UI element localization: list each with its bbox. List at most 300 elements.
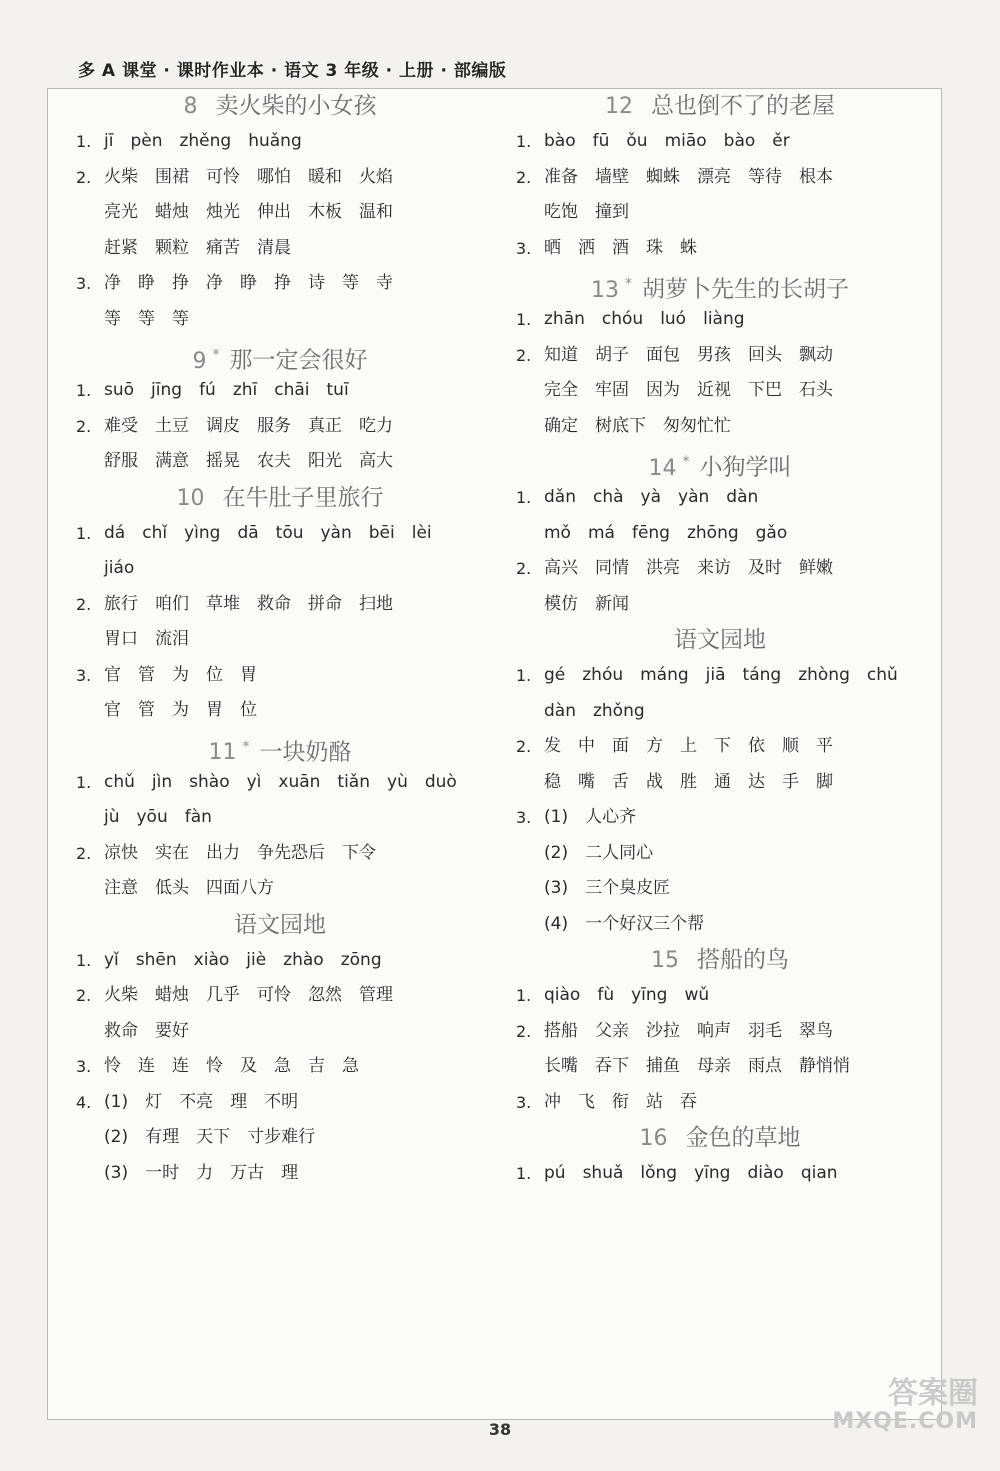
answer-word: 真正 [308,415,342,436]
answer-line [544,587,930,623]
answer-word: 官 [104,700,121,720]
answer-word: tiǎn [337,771,371,792]
answer-item [70,765,490,836]
answer-word: 诗 [308,273,325,293]
answer-line [104,373,490,409]
answer-word: 连 [172,1056,189,1076]
answer-item [70,1085,490,1192]
answer-line [104,1014,490,1050]
answer-word: 四面八方 [206,878,274,898]
answer-word: chǐ [142,522,168,543]
answer-line [544,124,930,160]
answer-word: yàn [320,522,352,543]
item-index: 2. [516,737,532,756]
answer-word: 匆匆忙忙 [663,415,731,436]
answer-word: 流泪 [155,629,189,649]
answer-word: 高大 [359,451,393,471]
answer-line [104,231,490,267]
answer-word: 净 [206,273,223,293]
answer-word: 力 [196,1162,214,1183]
section-title [70,337,490,373]
answer-word: 农夫 [257,451,291,471]
answer-word: 服务 [257,415,291,436]
answer-word: diào [747,1163,784,1183]
answer-item [70,160,490,267]
answer-line [104,765,490,801]
answer-word: (2) [544,842,569,863]
item-index: 2. [76,416,92,436]
answer-word: 伸出 [257,202,291,222]
answer-item [510,302,930,338]
answer-word: 回头 [748,344,782,365]
answer-word: zhōng [686,522,739,543]
answer-line [104,978,490,1014]
lesson-number: 12 [605,94,633,119]
answer-line [104,622,490,658]
item-index: 1. [516,986,532,1005]
section-title [70,907,490,943]
answer-line [544,907,930,943]
item-index: 1. [76,772,92,792]
answer-word: 模仿 [544,593,578,614]
answer-line [544,694,930,730]
lesson-title: 在牛肚子里旅行 [222,484,384,511]
answer-word: 睁 [240,273,257,293]
answer-word: 嘴 [578,771,595,792]
answer-word: 等 [172,308,189,329]
answer-word: 胃 [206,700,223,720]
answer-word: 吉 [308,1056,325,1076]
answer-word: yù [387,771,408,792]
answer-word: 阳光 [308,451,342,471]
section-title [510,266,930,302]
answer-word: 站 [646,1091,663,1112]
answer-line [104,266,490,302]
answer-word: 酒 [612,237,629,258]
answer-word: gé [544,665,566,685]
lesson-number: 8 [183,94,198,119]
section-title [510,88,930,124]
answer-word: 低头 [155,878,189,898]
answer-word: 完全 [544,380,578,400]
answer-line [104,1085,490,1121]
answer-word: 来访 [697,558,731,578]
answer-word: 面包 [646,344,680,365]
answer-word: 知道 [544,344,578,365]
answer-word: fēng [631,522,670,543]
answer-word: luó [660,309,687,329]
answer-word: 挣 [172,273,189,293]
answer-word: gǎo [755,522,788,543]
answer-line [104,587,490,623]
answer-word: 蜘蛛 [646,166,680,187]
answer-word: chà [592,487,624,507]
answer-word: 痛苦 [206,237,240,258]
answer-line [104,871,490,907]
answer-word: huǎng [248,131,302,151]
answer-word: jìn [151,771,173,792]
answer-word: chǔ [866,665,898,685]
answer-word: 吞下 [595,1056,629,1076]
answer-word: fàn [184,807,212,827]
answer-word: 洒 [578,237,595,258]
answer-word: 羽毛 [748,1020,782,1041]
watermark-line1: 答案圈 [888,1376,978,1411]
item-index: 3. [516,1092,532,1112]
answer-word: 下巴 [748,380,782,400]
answer-item [70,836,490,907]
answer-line [544,1085,930,1121]
answer-word: 一个好汉三个帮 [585,913,705,934]
answer-word: 舌 [612,771,629,792]
answer-word: 静悄悄 [799,1056,850,1076]
answer-word: 及时 [748,558,782,578]
answer-word: shào [189,771,230,792]
answer-word: 睁 [138,273,155,293]
item-index: 3. [76,665,92,685]
answer-word: 颗粒 [155,237,189,258]
answer-word: 理 [230,1091,248,1112]
answer-item [70,587,490,658]
lesson-title: 语文园地 [674,627,766,653]
answer-word: bào [723,131,756,151]
answer-word: lǒng [640,1163,678,1183]
answer-word: 寺 [376,273,393,293]
answer-word: 等 [104,308,121,329]
watermark-line2: MXQE.COM [832,1408,978,1434]
answer-line [104,195,490,231]
answer-word: 凉快 [104,842,138,863]
lesson-number: 14 [648,455,677,481]
answer-word: 有理 [145,1127,180,1147]
answer-word: 母亲 [697,1056,731,1076]
answer-word: 救命 [104,1020,138,1041]
optional-lesson-mark: * [242,738,250,755]
answer-word: 雨点 [748,1056,782,1076]
answer-item [510,160,930,231]
optional-lesson-mark: * [212,347,220,363]
answer-word: zhào [283,949,324,970]
answer-word: shēn [135,949,177,970]
item-index: 1. [516,1164,532,1183]
answer-word: bēi [368,522,395,543]
answer-line [104,551,490,587]
answer-word: 围裙 [155,166,189,187]
answer-word: 几乎 [206,985,240,1005]
answer-word: 达 [748,771,765,792]
answer-word: tuī [326,380,349,400]
answer-word: 亮光 [104,202,138,222]
answer-word: chǔ [104,771,135,792]
answer-word: 急 [342,1056,359,1076]
answer-item [70,266,490,337]
answer-word: 为 [172,664,189,685]
answer-word: xiào [193,949,230,970]
answer-word: 不明 [264,1091,299,1112]
lesson-title: 语文园地 [234,911,326,938]
answer-word: 吃力 [359,415,393,436]
answer-word: yīng [631,985,668,1005]
answer-line [544,978,930,1014]
answer-word: 高兴 [544,558,578,578]
answer-word: 满意 [155,451,189,471]
answer-word: shuǎ [582,1163,624,1183]
answer-word: ěr [772,131,790,151]
answer-word: jī [104,131,114,151]
answer-word: 下令 [342,842,376,863]
section-title [510,942,930,978]
answer-word: 管理 [359,985,393,1005]
answer-word: 可怜 [257,985,291,1005]
answer-line [544,480,930,516]
answer-word: yǐ [104,949,119,970]
answer-word: yàn [678,487,710,507]
lesson-title: 总也倒不了的老屋 [651,93,835,119]
answer-item [70,1049,490,1085]
answer-word: 长嘴 [544,1056,578,1076]
answer-word: yà [640,487,662,507]
answer-word: 等 [342,273,359,293]
section-title [70,480,490,516]
answer-word: táng [742,665,782,685]
answer-word: 下 [714,736,731,756]
lesson-title: 卖火柴的小女孩 [215,93,377,119]
answer-word: 为 [172,700,189,720]
answer-word: dā [237,522,259,543]
answer-word: 树底下 [595,415,646,436]
answer-word: 通 [714,771,731,792]
answer-line [544,1014,930,1050]
answer-word: máng [640,665,689,685]
answer-word: 管 [138,700,155,720]
answer-word: 吃饱 [544,202,578,222]
answer-word: 近视 [697,380,731,400]
answer-word: 挣 [274,273,291,293]
answer-line [104,409,490,445]
section-title [70,88,490,124]
answer-word: mǒ [544,522,571,543]
item-index: 1. [76,523,92,543]
answer-word: 要好 [155,1020,189,1041]
answer-line [104,800,490,836]
answer-line [544,302,930,338]
answer-word: zhěng [179,131,232,151]
answer-word: 争先恐后 [257,842,325,863]
answer-word: 稳 [544,771,561,792]
answer-word: 沙拉 [646,1020,680,1041]
answer-word: 可怜 [206,166,240,187]
answer-word: 胜 [680,771,697,792]
answer-word: 温和 [359,202,393,222]
answer-word: 火柴 [104,166,138,187]
answer-word: 捕鱼 [646,1056,680,1076]
answer-word: 忽然 [308,985,342,1005]
item-index: 3. [516,238,532,258]
item-index: 3. [76,1057,92,1076]
answer-word: jù [104,807,120,827]
answer-word: 蜡烛 [155,202,189,222]
answer-word: dàn [544,700,576,721]
answer-word: 哪怕 [257,166,291,187]
answer-line [544,1049,930,1085]
lesson-title: 一块奶酪 [259,739,352,766]
answer-word: 调皮 [206,415,240,436]
item-index: 1. [76,381,92,400]
answer-word: pèn [130,131,163,151]
answer-line [104,1156,490,1192]
item-index: 4. [76,1092,92,1112]
answer-word: jiè [246,949,267,970]
answer-line [104,160,490,196]
answer-word: yìng [184,522,221,543]
answer-line [104,836,490,872]
answer-word: 连 [138,1056,155,1076]
answer-word: 墙壁 [595,166,629,187]
answer-word: 理 [281,1162,299,1183]
answer-word: 飘动 [799,344,833,365]
answer-word: 脚 [816,771,833,792]
answer-word: 方 [646,736,663,756]
answer-word: 难受 [104,415,138,436]
answer-word: 土豆 [155,415,189,436]
answer-line [104,302,490,338]
answer-word: pú [544,1163,566,1183]
lesson-number: 9 [192,348,207,374]
answer-word: 赶紧 [104,237,138,258]
answer-word: jīng [151,380,183,400]
answer-line [544,551,930,587]
answer-word: wǔ [684,985,710,1005]
answer-item [510,1085,930,1121]
answer-word: qian [800,1163,838,1183]
answer-word: 翠鸟 [799,1020,833,1041]
answer-word: liàng [703,309,745,329]
answer-word: 准备 [544,166,578,187]
optional-lesson-mark: * [682,454,690,470]
answer-word: 清晨 [257,237,291,258]
answer-word: yīng [694,1163,731,1183]
answer-word: qiào [544,985,581,1005]
item-index: 2. [516,345,532,365]
answer-word: 蜡烛 [155,985,189,1005]
answer-word: 烛光 [206,202,240,222]
answer-word: 火焰 [359,166,393,187]
answer-word: 面 [612,736,629,756]
answer-word: 怜 [206,1056,223,1076]
answer-item [510,729,930,800]
answer-line [544,160,930,196]
answer-word: 珠 [646,237,663,258]
answer-word: 胃 [240,664,257,685]
running-header: 多 A 课堂 · 课时作业本 · 语文 3 年级 · 上册 · 部编版 [78,61,507,81]
answer-word: (3) [544,878,569,898]
answer-word: jiā [705,665,726,685]
answer-word: 新闻 [595,593,629,614]
answer-word: 万古 [230,1162,265,1183]
section-title [510,622,930,658]
answer-word: dàn [726,487,759,507]
answer-word: 冲 [544,1091,561,1112]
answer-word: zhān [544,309,585,329]
answer-word: zhǒng [592,700,645,721]
answer-word: 牢固 [595,380,629,400]
answer-line [544,516,930,552]
item-index: 1. [516,310,532,329]
answer-word: 漂亮 [697,166,731,187]
lesson-title: 搭船的鸟 [697,947,789,973]
answer-word: 依 [748,736,765,756]
answer-word: yì [246,771,262,792]
answer-word: dá [104,522,126,543]
answer-line [544,658,930,694]
answer-word: 洪亮 [646,558,680,578]
answer-word: 救命 [257,593,291,614]
answer-word: 旅行 [104,593,138,614]
answer-word: 咱们 [155,593,189,614]
lesson-number: 16 [639,1126,668,1151]
page-number: 38 [488,1420,512,1439]
section-title [510,1120,930,1156]
answer-word: 手 [782,771,799,792]
lesson-title: 金色的草地 [685,1125,801,1151]
answer-word: (1) [544,807,569,827]
answer-word: 摇晃 [206,451,240,471]
item-index: 2. [516,1021,532,1041]
answer-item [70,373,490,409]
answer-word: 实在 [155,842,189,863]
answer-word: 舒服 [104,451,138,471]
lesson-title: 小狗学叫 [699,454,792,481]
answer-line [104,516,490,552]
answer-word: má [587,522,615,543]
answer-word: 确定 [544,415,578,436]
answer-line [544,409,930,445]
answer-line [544,871,930,907]
answer-word: bào [544,131,576,151]
item-index: 2. [76,594,92,614]
answer-item [510,1014,930,1085]
answer-word: 不亮 [179,1091,214,1112]
answer-word: 男孩 [697,344,731,365]
answer-word: dǎn [544,487,576,507]
lesson-number: 11 [208,740,237,766]
section-title [510,444,930,480]
answer-word: 三个臭皮匠 [585,878,671,898]
answer-item [510,124,930,160]
answer-word: 衔 [612,1091,629,1112]
lesson-title: 胡萝卜先生的长胡子 [642,276,849,303]
answer-word: 及 [240,1056,257,1076]
answer-word: 注意 [104,878,138,898]
answer-word: 响声 [697,1020,731,1041]
answer-word: 拼命 [308,593,342,614]
answer-word: 搭船 [544,1020,578,1041]
answer-line [544,231,930,267]
answer-word: suō [104,380,135,400]
answer-word: 木板 [308,202,342,222]
answer-line [544,836,930,872]
answer-word: ǒu [626,131,648,151]
answer-line [544,765,930,801]
answer-line [544,373,930,409]
answer-word: 上 [680,736,697,756]
answer-word: fū [592,131,610,151]
answer-word: zhóu [582,665,624,685]
answer-word: fù [597,985,615,1005]
right-column [510,88,930,1192]
answer-item [510,800,930,942]
answer-line [544,1156,930,1192]
